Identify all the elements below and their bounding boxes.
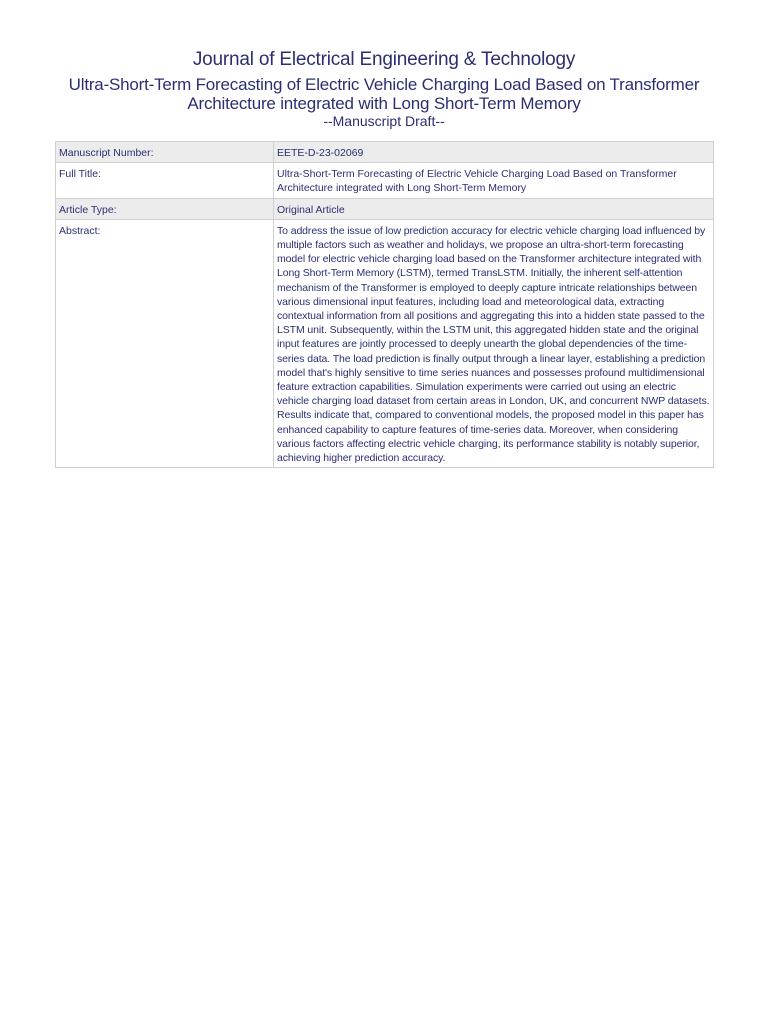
table-row — [56, 142, 714, 163]
manuscript-number-value: EETE-D-23-02069 — [274, 142, 714, 163]
article-type-label: Article Type: — [56, 198, 274, 219]
abstract-value: To address the issue of low prediction accuracy for electric vehicle charging load influenced by multiple factors such as weather and holidays, we propose an ultra-short-term forecasting model for electric vehicle charging load based on the Transformer architecture integrated with Long Short-Term Memory (LSTM), termed TransLSTM. Initially, the inherent self-attention mechanism of the Transformer is employed to deeply capture intricate relationships between various dimensional input features, including load and meteorological data, extracting contextual information from all positions and aggregating this into a hidden state passed to the LSTM unit. Subsequently, within the LSTM unit, this aggregated hidden state and the original input features are jointly processed to deeply unearth the global dependencies of the time-series data. The load prediction is finally output through a linear layer, establishing a prediction model that's highly sensitive to time series nuances and possesses profound multidimensional feature extraction capabilities. Simulation experiments were carried out using an electric vehicle charging load dataset from certain areas in London, UK, and concurrent NWP datasets. Results indicate that, compared to conventional models, the proposed model in this paper has enhanced capability to capture features of time-series data. Moreover, when considering various factors affecting electric vehicle charging, its performance stability is notably superior, achieving higher prediction accuracy. — [274, 219, 714, 467]
manuscript-info-table — [55, 141, 714, 468]
table-row — [56, 219, 714, 467]
paper-title: Ultra-Short-Term Forecasting of Electric Vehicle Charging Load Based on Transformer Architecture integrated with Long Short-Term Memory — [68, 75, 700, 113]
full-title-value: Ultra-Short-Term Forecasting of Electric Vehicle Charging Load Based on Transformer Architecture integrated with Long Short-Term Memory — [274, 163, 714, 198]
table-row — [56, 163, 714, 198]
abstract-label: Abstract: — [56, 219, 274, 467]
journal-title: Journal of Electrical Engineering & Technology — [192, 49, 576, 70]
full-title-label: Full Title: — [56, 163, 274, 198]
draft-label: --Manuscript Draft-- — [323, 113, 445, 129]
manuscript-number-label: Manuscript Number: — [56, 142, 274, 163]
document-header — [0, 48, 768, 129]
table-row — [56, 198, 714, 219]
article-type-value: Original Article — [274, 198, 714, 219]
